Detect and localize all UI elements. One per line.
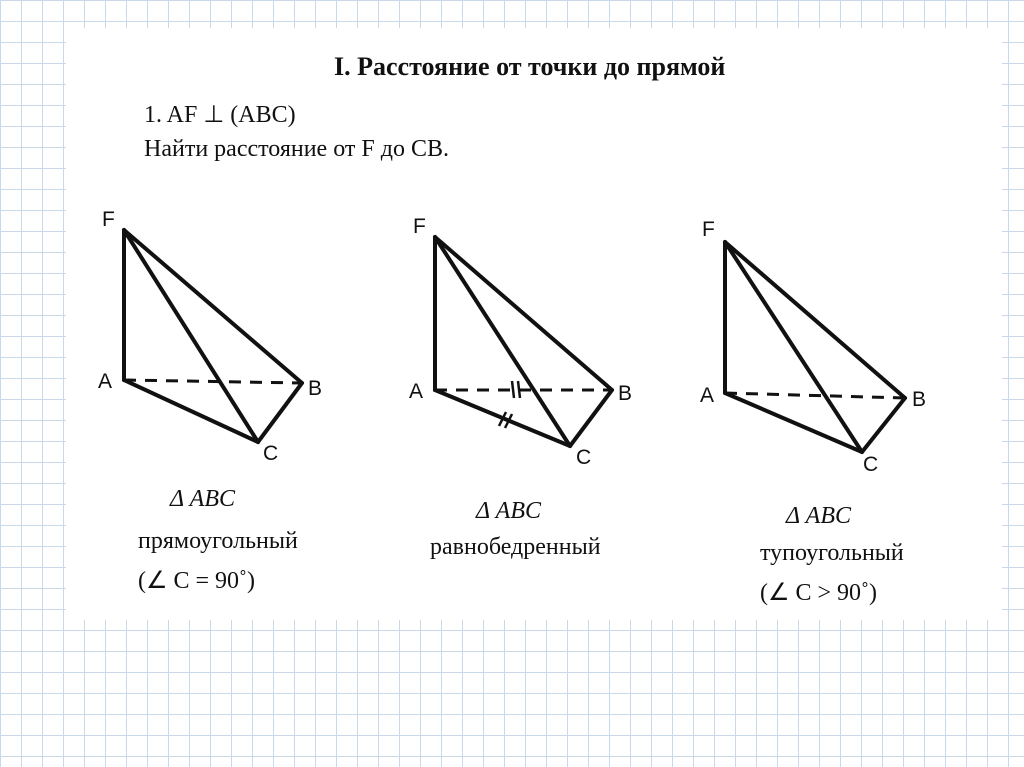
point-label-c: C <box>863 453 879 476</box>
section-title: I. Расстояние от точки до прямой <box>334 52 726 81</box>
caption-3-triangle: Δ ABC <box>786 503 851 529</box>
caption-1-condition: (∠ C = 90˚) <box>138 568 256 594</box>
point-label-a: A <box>98 370 113 393</box>
point-label-b: B <box>618 382 633 405</box>
caption-2-type: равнобедренный <box>430 534 601 560</box>
point-label-b: B <box>308 377 323 400</box>
point-label-c: C <box>263 442 279 465</box>
point-label-f: F <box>702 218 715 241</box>
edge-cb <box>862 398 905 452</box>
point-label-f: F <box>102 208 115 231</box>
task-condition: 1. AF ⊥ (ABC) <box>144 102 296 128</box>
point-label-b: B <box>912 388 927 411</box>
task-question: Найти расстояние от F до CB. <box>144 136 449 162</box>
worksheet-sheet <box>66 28 1002 620</box>
caption-2-triangle: Δ ABC <box>476 498 541 524</box>
point-label-c: C <box>576 446 592 469</box>
point-label-f: F <box>413 215 426 238</box>
caption-1-type: прямоугольный <box>138 528 298 554</box>
point-label-a: A <box>700 384 715 407</box>
edge-fb <box>725 242 905 398</box>
point-label-a: A <box>409 380 424 403</box>
caption-3-type: тупоугольный <box>760 540 904 566</box>
caption-1-triangle: Δ ABC <box>170 486 235 512</box>
caption-3-condition: (∠ C > 90˚) <box>760 580 878 606</box>
edge-ab-hidden <box>725 393 905 398</box>
